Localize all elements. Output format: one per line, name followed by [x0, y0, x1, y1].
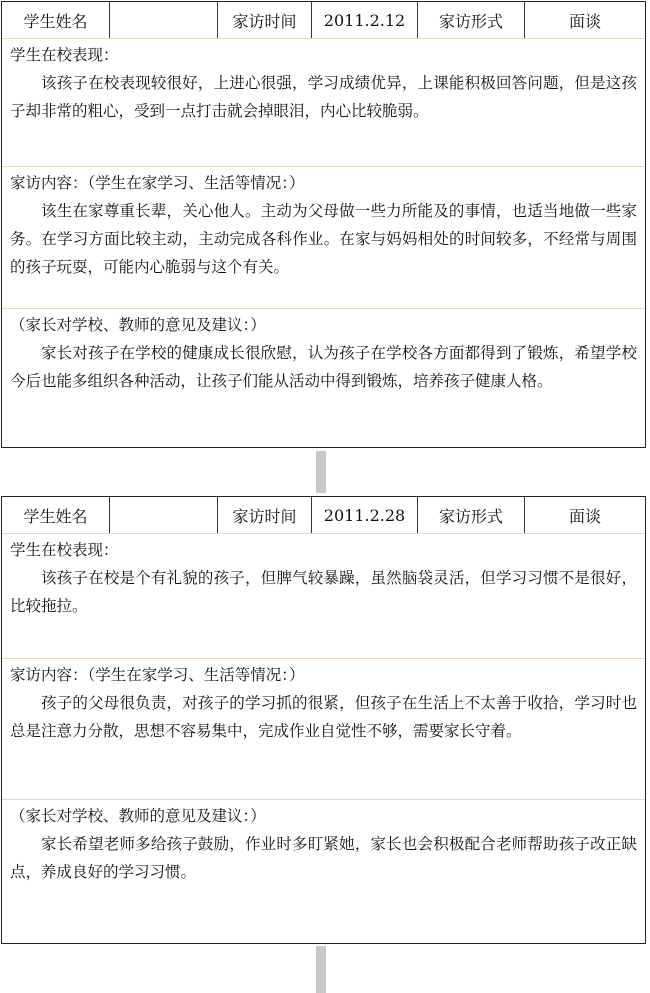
visit-content-text: 该生在家尊重长辈，关心他人。主动为父母做一些力所能及的事情，也适当地做一些家务。在学习方面比较主动，主动完成各科作业。在家与妈妈相处的时间较多，不经常与周围的孩子玩耍，可能内心脆弱与这个有关。: [10, 202, 637, 276]
home-visit-record: [1, 496, 646, 944]
visit-content-text: 孩子的父母很负责，对孩子的学习抓的很紧，但孩子在生活上不太善于收拾，学习时也总是注意力分散，思想不容易集中，完成作业自觉性不够，需要家长守着。: [10, 694, 637, 740]
parent-advice-text: 家长希望老师多给孩子鼓励，作业时多盯紧她，家长也会积极配合老师帮助孩子改正缺点，养成良好的学习习惯。: [10, 835, 637, 881]
visit-form-value: 面谈: [568, 11, 601, 31]
visit-time-value: 2011.2.28: [312, 497, 418, 533]
visit-time-label: 家访时间: [218, 2, 312, 38]
school-performance-section: [2, 39, 645, 167]
student-name-value: [110, 497, 218, 533]
school-performance-text: 该孩子在校是个有礼貌的孩子，但脾气较暴躁，虽然脑袋灵活，但学习习惯不是很好，比较拖拉。: [10, 569, 637, 615]
student-name-label: 学生姓名: [2, 2, 110, 38]
visit-form-label: 家访形式: [418, 497, 525, 533]
visit-form-label: 家访形式: [418, 2, 525, 38]
visit-form-value: 面谈: [568, 506, 601, 526]
parent-advice-text: 家长对孩子在学校的健康成长很欣慰，认为孩子在学校各方面都得到了锻炼，希望学校今后也能多组织各种活动，让孩子们能从活动中得到锻炼，培养孩子健康人格。: [10, 344, 637, 390]
visit-time-value: 2011.2.12: [312, 2, 418, 38]
page-connector: [316, 451, 326, 493]
parent-advice-section: [2, 309, 645, 449]
student-name-label: 学生姓名: [2, 497, 110, 533]
record-header: [2, 497, 645, 534]
visit-time-label: 家访时间: [218, 497, 312, 533]
visit-content-section: [2, 167, 645, 309]
school-performance-label: 学生在校表现：: [10, 46, 119, 64]
record-header: [2, 2, 645, 39]
school-performance-section: [2, 534, 645, 659]
student-name-value: [110, 2, 218, 38]
home-visit-record: [1, 1, 646, 448]
school-performance-text: 该孩子在校表现较很好，上进心很强，学习成绩优异，上课能积极回答问题，但是这孩子却非常的粗心，受到一点打击就会掉眼泪，内心比较脆弱。: [10, 74, 637, 120]
visit-content-label: 家访内容：（学生在家学习、生活等情况：）: [10, 666, 305, 684]
visit-content-label: 家访内容：（学生在家学习、生活等情况：）: [10, 174, 305, 192]
parent-advice-label: （家长对学校、教师的意见及建议：）: [10, 807, 266, 825]
parent-advice-label: （家长对学校、教师的意见及建议：）: [10, 316, 266, 334]
page-connector: [316, 946, 326, 993]
parent-advice-section: [2, 800, 645, 944]
visit-content-section: [2, 659, 645, 800]
school-performance-label: 学生在校表现：: [10, 541, 119, 559]
